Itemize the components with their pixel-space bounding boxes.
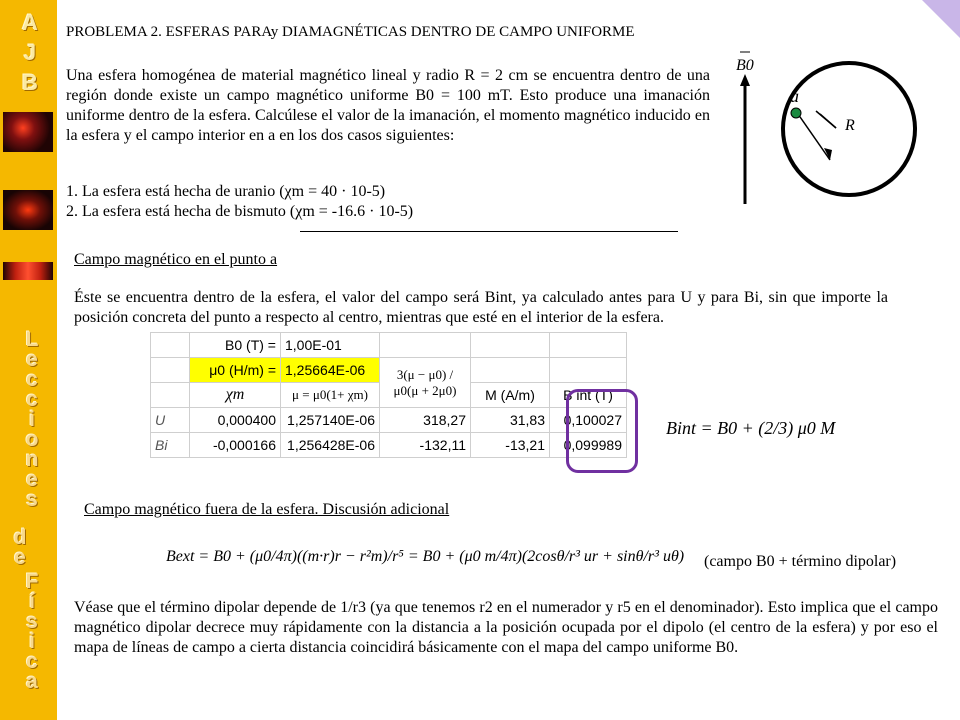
mu0-value: 1,25664E-06: [281, 358, 380, 383]
point-label: a: [790, 86, 799, 106]
radius-label: R: [845, 117, 855, 134]
eq-bint: Bint = B0 + (2/3) μ0 M: [666, 418, 836, 438]
col-bint-header: B int (T): [550, 383, 627, 408]
b0-label: B0 (T) =: [190, 333, 281, 358]
mu0-label: μ0 (H/m) =: [190, 358, 281, 383]
brand-letter-j: J: [23, 40, 37, 65]
eq-note: (campo B0 + término dipolar): [704, 553, 897, 570]
divider-line: [300, 231, 678, 232]
sidebar: A J B L e c c i o n e s d e F í s i c a: [0, 0, 57, 720]
table-row: U 0,000400 1,257140E-06 318,27 31,83 0,100027: [151, 408, 627, 433]
bint-highlight-box: [566, 389, 638, 473]
thumb-image-2: [3, 190, 53, 230]
thumb-image-1: [3, 112, 53, 152]
point-a-marker: [791, 108, 801, 118]
col-mu-header: μ = μ0(1+ χm): [281, 383, 380, 408]
col-chi-header: χm: [190, 383, 281, 408]
problem-case-1: 1. La esfera está hecha de uranio (χm = 40 · 10-5): [66, 183, 386, 200]
radius-arrow: [820, 114, 836, 128]
col-m-header: M (A/m): [471, 383, 550, 408]
field-label: B0: [736, 57, 754, 74]
radius-line-2: [798, 114, 830, 160]
thumb-image-3: [3, 262, 53, 280]
problem-title: PROBLEMA 2. ESFERAS PARAy DIAMAGNÉTICAS DENTRO DE CAMPO UNIFORME: [66, 24, 635, 40]
section1-heading: Campo magnético en el punto a: [74, 251, 278, 268]
table-row: Bi -0,000166 1,256428E-06 -132,11 -13,21 0,099989: [151, 433, 627, 458]
col-ratio-header: 3(μ − μ0) / μ0(μ + 2μ0): [380, 358, 471, 408]
field-arrow-head: [740, 74, 750, 86]
section2-heading: Campo magnético fuera de la esfera. Discusión adicional: [84, 501, 450, 518]
problem-case-2: 2. La esfera está hecha de bismuto (χm = -16.6 · 10-5): [66, 203, 414, 220]
calculation-table: [150, 332, 627, 458]
brand-letter-b: B: [22, 70, 38, 95]
problem-statement: Una esfera homogénea de material magnético lineal y radio R = 2 cm se encuentra dentro de una región donde existe un campo magnético uniforme B0 = 100 mT. Esto produce una imanación uniforme dentro de la esfera. Calcúlese el valor de la imanación, el momento magnético inducido en la esfera y el campo interior en a en los dos casos siguientes:: [66, 67, 710, 144]
corner-decoration: [922, 0, 960, 38]
eq-bext: Bext = B0 + (μ0/4π)((m·r)r − r²m)/r⁵ = B0 + (μ0 m/4π)(2cosθ/r³ ur + sinθ/r³ uθ): [166, 548, 685, 565]
b0-value: 1,00E-01: [281, 333, 380, 358]
section1-text: Éste se encuentra dentro de la esfera, el valor del campo será Bint, ya calculado antes para U y para Bi, sin que importe la posición concreta del punto a respecto al centro, mientras que esté en el interior de la esfera.: [74, 289, 888, 326]
sphere-figure: [720, 40, 930, 210]
section2-text: Véase que el término dipolar depende de 1/r3 (ya que tenemos r2 en el numerador y r5 en el denominador). Esto implica que el campo magnético dipolar decrece muy rápidamente con la distancia a la posición ocupada por el dipolo (el centro de la esfera) y por eso el mapa de líneas de campo a cierta distancia coincidirá básicamente con el mapa del campo uniforme B0.: [74, 599, 938, 656]
brand-letter-a: A: [22, 10, 38, 35]
